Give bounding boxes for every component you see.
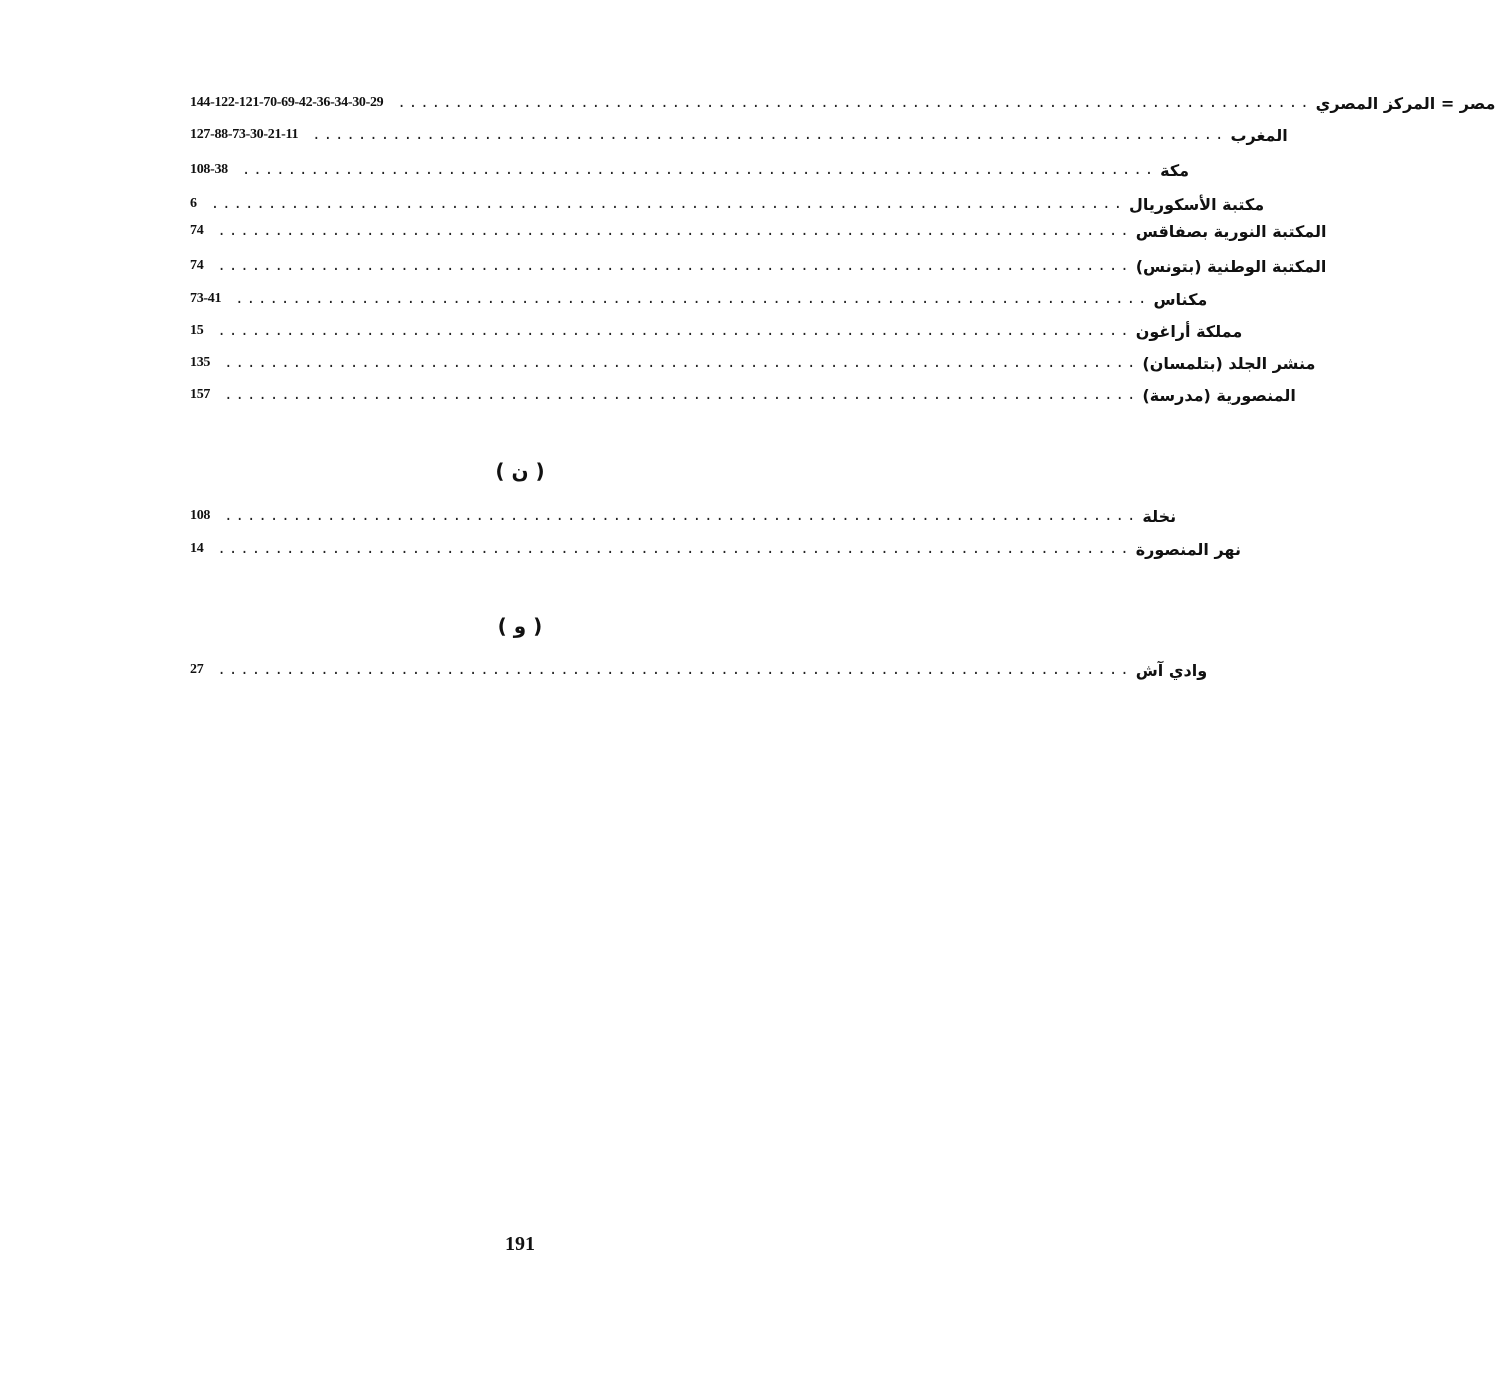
dot-leader: ................................................................................: [397, 95, 1312, 111]
index-entry: [190, 120, 1288, 150]
dot-leader: ................................................................................: [217, 541, 1132, 557]
dot-leader: ................................................................................: [217, 662, 1132, 678]
entry-pages: 144-122-121-70-69-42-36-34-30-29: [190, 95, 384, 110]
dot-leader: ................................................................................: [312, 127, 1227, 143]
dot-leader: ................................................................................: [224, 387, 1139, 403]
entry-term: نهر المنصورة: [1135, 539, 1241, 559]
index-entry: [190, 251, 1327, 281]
entry-term: نخلة: [1142, 506, 1177, 526]
entry-pages: 135: [190, 355, 211, 370]
dot-leader: ................................................................................: [210, 196, 1125, 212]
entry-term: المكتبة النورية بصفاقس: [1135, 221, 1327, 241]
section-heading: ( و ): [497, 614, 543, 638]
entry-term: منشر الجلد (بتلمسان): [1142, 353, 1316, 373]
entry-pages: 127-88-73-30-21-11: [190, 127, 299, 142]
entry-term: مصر = المركز المصري: [1315, 93, 1495, 113]
index-entry: [190, 534, 1241, 564]
entry-term: المنصورية (مدرسة): [1142, 385, 1296, 405]
index-entry: [190, 284, 1208, 314]
entry-term: مكناس: [1153, 289, 1208, 309]
entry-pages: 27: [190, 662, 204, 677]
entry-pages: 15: [190, 323, 204, 338]
page-number: 191: [505, 1233, 535, 1255]
index-entry: [190, 189, 1265, 219]
index-entry: [190, 501, 1177, 531]
entry-pages: 108-38: [190, 162, 228, 177]
dot-leader: ................................................................................: [217, 323, 1132, 339]
entry-term: مملكة أراغون: [1135, 321, 1243, 341]
index-entry: [190, 655, 1208, 685]
entry-term: وادي آش: [1135, 660, 1208, 680]
index-entry: [190, 88, 1495, 118]
entry-pages: 74: [190, 258, 204, 273]
index-entry: [190, 316, 1243, 346]
section-heading: ( ن ): [495, 459, 545, 483]
index-entry: [190, 348, 1316, 378]
entry-term: المغرب: [1230, 125, 1288, 145]
dot-leader: ................................................................................: [235, 291, 1150, 307]
entry-pages: 157: [190, 387, 211, 402]
entry-pages: 6: [190, 196, 197, 211]
entry-pages: 74: [190, 223, 204, 238]
index-entry: [190, 155, 1190, 185]
entry-term: مكتبة الأسكوريال: [1129, 194, 1265, 214]
index-entry: [190, 216, 1327, 246]
entry-term: المكتبة الوطنية (بتونس): [1135, 256, 1327, 276]
index-entry: [190, 380, 1296, 410]
entry-pages: 73-41: [190, 291, 222, 306]
dot-leader: ................................................................................: [224, 508, 1139, 524]
dot-leader: ................................................................................: [217, 258, 1132, 274]
dot-leader: ................................................................................: [217, 223, 1132, 239]
dot-leader: ................................................................................: [241, 162, 1157, 178]
dot-leader: ................................................................................: [224, 355, 1139, 371]
entry-pages: 14: [190, 541, 204, 556]
entry-pages: 108: [190, 508, 211, 523]
entry-term: مكة: [1160, 160, 1190, 180]
